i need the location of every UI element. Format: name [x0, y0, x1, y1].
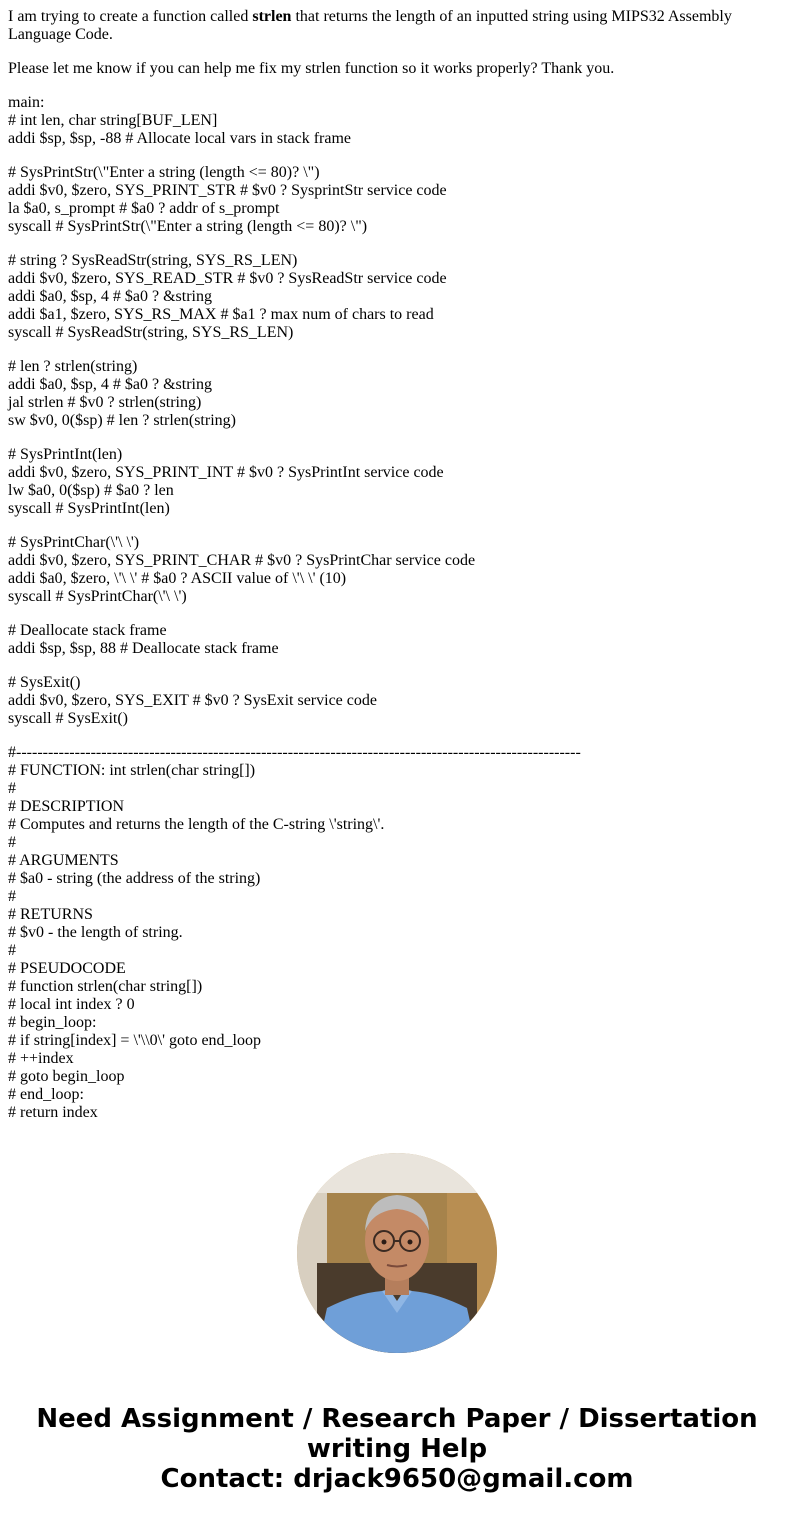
code-line: # Deallocate stack frame — [8, 622, 167, 639]
code-line: addi $v0, $zero, SYS_READ_STR # $v0 ? SysReadStr service code — [8, 270, 447, 287]
code-paragraph — [8, 622, 778, 658]
code-paragraph — [8, 674, 778, 728]
code-line: addi $sp, $sp, 88 # Deallocate stack frame — [8, 640, 279, 657]
code-line: # RETURNS — [8, 906, 93, 923]
code-line: # function strlen(char string[]) — [8, 978, 203, 995]
banner-line-1: Need Assignment / Research Paper / Dissertation — [36, 1404, 758, 1434]
code-line: # end_loop: — [8, 1086, 84, 1103]
code-line: jal strlen # $v0 ? strlen(string) — [8, 394, 202, 411]
code-paragraph — [8, 358, 778, 430]
code-line: syscall # SysExit() — [8, 710, 128, 727]
code-line: # Computes and returns the length of the C-string \'string\'. — [8, 816, 385, 833]
request-paragraph: Please let me know if you can help me fix my strlen function so it works properly? Thank you. — [8, 60, 615, 77]
code-line: main: — [8, 94, 45, 111]
code-line: # — [8, 942, 16, 959]
code-line: # SysPrintChar(\'\ \') — [8, 534, 140, 551]
code-line: addi $v0, $zero, SYS_PRINT_STR # $v0 ? SysprintStr service code — [8, 182, 447, 199]
code-line: #---------------------------------------------------------------------------------------------------------- — [8, 744, 581, 761]
banner-line-2: writing Help — [306, 1434, 488, 1464]
code-line: # $a0 - string (the address of the string) — [8, 870, 261, 887]
intro-text-end: that returns the length of an inputted string using MIPS32 Assembly Language Code. — [8, 8, 732, 43]
code-line: lw $a0, 0($sp) # $a0 ? len — [8, 482, 174, 499]
code-line: addi $a0, $zero, \'\ \' # $a0 ? ASCII value of \'\ \' (10) — [8, 570, 347, 587]
code-paragraph — [8, 94, 778, 148]
banner-contact-line: Contact: drjack9650@gmail.com — [160, 1464, 634, 1494]
code-line: # SysPrintInt(len) — [8, 446, 123, 463]
code-line: syscall # SysPrintStr(\"Enter a string (length <= 80)? \") — [8, 218, 368, 235]
code-line: # ARGUMENTS — [8, 852, 119, 869]
code-line: # string ? SysReadStr(string, SYS_RS_LEN) — [8, 252, 298, 269]
code-paragraph — [8, 534, 778, 606]
code-line: # — [8, 780, 16, 797]
code-line: sw $v0, 0($sp) # len ? strlen(string) — [8, 412, 236, 429]
code-line: # PSEUDOCODE — [8, 960, 126, 977]
code-paragraph — [8, 744, 778, 1122]
code-line: # FUNCTION: int strlen(char string[]) — [8, 762, 256, 779]
code-line: addi $a0, $sp, 4 # $a0 ? &string — [8, 376, 212, 393]
code-line: # — [8, 888, 16, 905]
code-paragraph — [8, 446, 778, 518]
code-line: # if string[index] = \'\\0\' goto end_loop — [8, 1032, 261, 1049]
code-line: # goto begin_loop — [8, 1068, 125, 1085]
code-line: # return index — [8, 1104, 98, 1121]
code-line: # — [8, 834, 16, 851]
avatar-portrait — [297, 1153, 497, 1353]
code-line: syscall # SysPrintInt(len) — [8, 500, 170, 517]
code-line: la $a0, s_prompt # $a0 ? addr of s_prompt — [8, 200, 280, 217]
code-line: addi $a1, $zero, SYS_RS_MAX # $a1 ? max num of chars to read — [8, 306, 434, 323]
code-paragraph — [8, 252, 778, 342]
code-line: # local int index ? 0 — [8, 996, 135, 1013]
code-line: # int len, char string[BUF_LEN] — [8, 112, 218, 129]
code-line: # SysExit() — [8, 674, 81, 691]
code-line: # $v0 - the length of string. — [8, 924, 183, 941]
code-line: # DESCRIPTION — [8, 798, 125, 815]
code-line: addi $a0, $sp, 4 # $a0 ? &string — [8, 288, 212, 305]
question-body — [8, 8, 778, 1138]
code-listing — [8, 94, 778, 1122]
code-line: # len ? strlen(string) — [8, 358, 138, 375]
intro-paragraph — [8, 8, 778, 44]
code-line: syscall # SysReadStr(string, SYS_RS_LEN) — [8, 324, 294, 341]
promo-banner — [0, 1404, 794, 1494]
author-avatar — [297, 1153, 497, 1353]
code-line: addi $v0, $zero, SYS_EXIT # $v0 ? SysExit service code — [8, 692, 377, 709]
code-line: addi $v0, $zero, SYS_PRINT_INT # $v0 ? SysPrintInt service code — [8, 464, 444, 481]
code-line: # SysPrintStr(\"Enter a string (length <= 80)? \") — [8, 164, 320, 181]
code-paragraph — [8, 164, 778, 236]
code-line: addi $v0, $zero, SYS_PRINT_CHAR # $v0 ? SysPrintChar service code — [8, 552, 476, 569]
code-line: # begin_loop: — [8, 1014, 97, 1031]
code-line: addi $sp, $sp, -88 # Allocate local vars in stack frame — [8, 130, 352, 147]
intro-text-start: I am trying to create a function called — [8, 8, 253, 25]
code-line: # ++index — [8, 1050, 74, 1067]
intro-bold-function-name: strlen — [252, 8, 292, 25]
code-line: syscall # SysPrintChar(\'\ \') — [8, 588, 187, 605]
